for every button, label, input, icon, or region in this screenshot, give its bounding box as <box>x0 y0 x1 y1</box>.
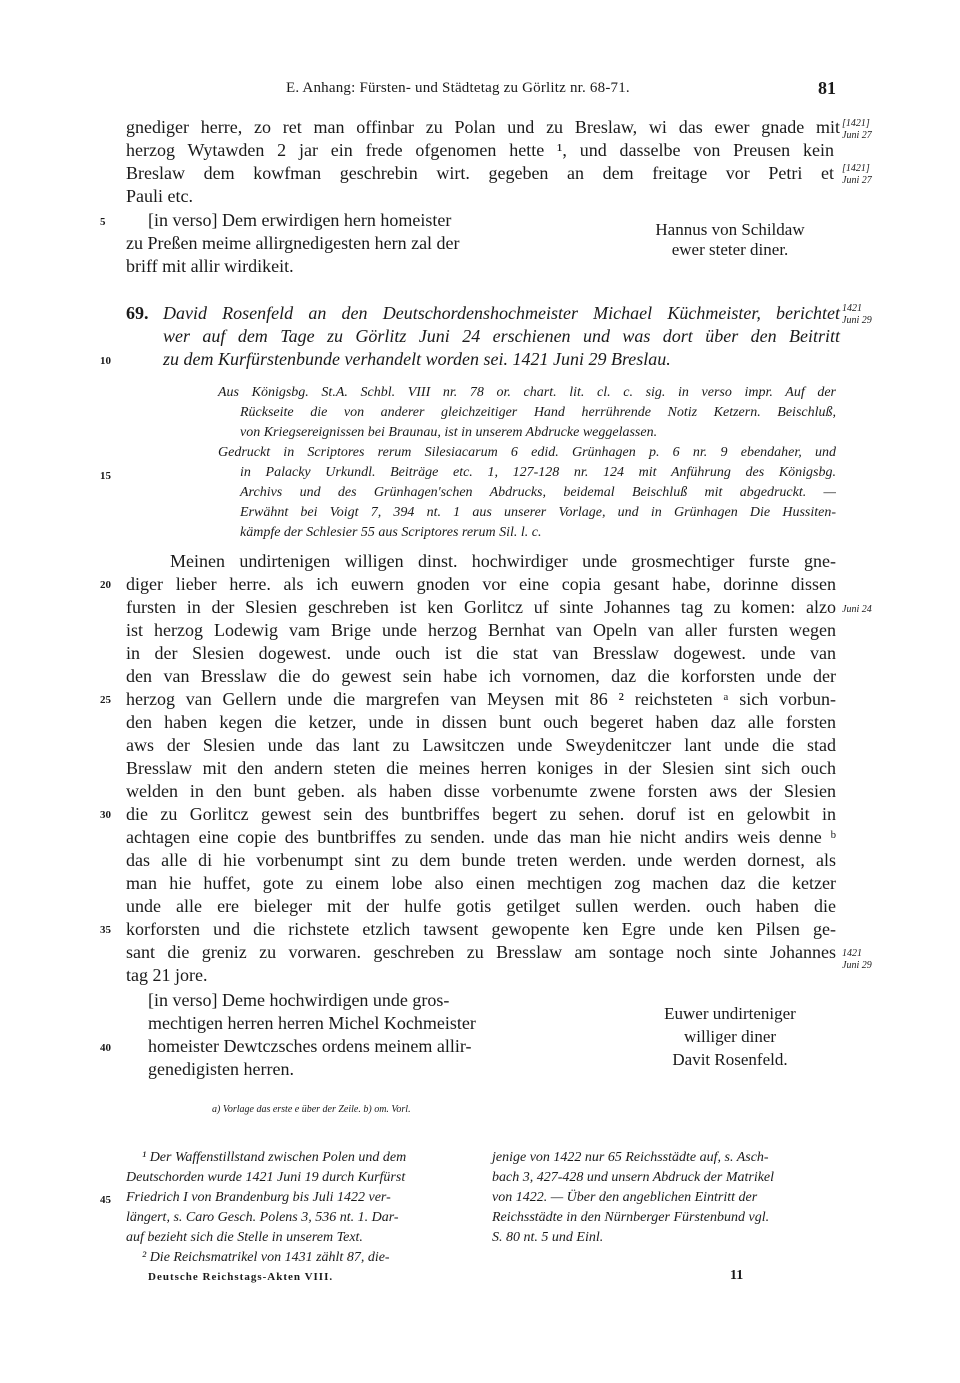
margin-date <box>842 163 882 187</box>
address-line: briff mit allir wirdikeit. <box>126 256 294 276</box>
margin-date <box>842 303 882 327</box>
running-title: E. Anhang: Fürsten- und Städtetag zu Görlitz nr. 68-71. <box>286 80 630 96</box>
footnote-line: längert, s. Caro Gesch. Polens 3, 536 nt. 1. Dar- <box>126 1210 399 1225</box>
source-line: in Palacky Urkundl. Beiträge etc. 1, 127-128 nr. 124 mit Anführung des Königsbg. <box>240 465 836 480</box>
margin-date <box>842 118 882 142</box>
footnote-line: Deutschorden wurde 1421 Juni 19 durch Kurfürst <box>126 1170 406 1185</box>
text-line: aws der Slesien unde das lant zu Lawsitczen unde Sweydenitczer lant unde die stad <box>126 735 836 755</box>
footnote-line: auf bezieht sich die Stelle in unserem Text. <box>126 1230 363 1245</box>
address-line: zu Preßen meime allirgnedigesten hern zal der <box>126 233 460 253</box>
text-line: diger lieber herre. als ich euwern gnoden vor eine copia gesant habe, dorinne dissen <box>126 574 836 594</box>
line-number: 15 <box>100 470 111 482</box>
text-line: Pauli etc. <box>126 186 193 206</box>
signature-line: ewer steter diner. <box>671 240 789 259</box>
address-line: homeister Dewtczsches ordens meinem allir- <box>148 1036 472 1056</box>
doc68-signature <box>620 220 840 260</box>
address-line: [in verso] Dem erwirdigen hern homeister <box>148 210 452 230</box>
text-line: Meinen undirtenigen willigen dinst. hochwirdiger unde grosmechtiger furste gne- <box>170 551 836 571</box>
doc-number: 69. <box>126 303 149 323</box>
text-line: die zu Gorlitcz gewest sein des buntbriffes begert zu sehen. doruf ist en gelowbit in <box>126 804 836 824</box>
text-line: den haben kegen die ketzer, unde in dissen bunt ouch begeret haben daz alle forsten <box>126 712 836 732</box>
text-line: Breslaw dem kowfman geschrebin wirt. gegeben an dem freitage vor Petri et <box>126 163 834 183</box>
doc-title-line: David Rosenfeld an den Deutschordenshochmeister Michael Küchmeister, berichtet <box>163 303 840 323</box>
text-line: fursten in der Slesien geschreben ist ken Gorlitcz uf sinte Johannes tag zu komen: alzo <box>126 597 836 617</box>
variant-notes: a) Vorlage das erste e über der Zeile. b) om. Vorl. <box>212 1104 411 1115</box>
signature-line: williger diner <box>683 1027 777 1046</box>
text-line: tag 21 jore. <box>126 965 208 985</box>
text-line: korforsten und die richstete etzlich tawsent gewopente ken Egre unde ken Pilsen ge- <box>126 919 836 939</box>
margin-date <box>842 948 882 972</box>
footnote-line: Reichsstädte in den Nürnberger Fürstenbund vgl. <box>492 1210 770 1225</box>
text-line: welden in den bunt geben. als haben disse vorbenumte zwene forsten aws der Slesien <box>126 781 836 801</box>
doc-title-line: wer auf dem Tage zu Görlitz Juni 24 erschienen und was dort über den Beitritt <box>163 326 840 346</box>
source-line: Gedruckt in Scriptores rerum Silesiacarum 6 edid. Grünhagen p. 6 nr. 9 ebendaher, und <box>218 445 836 460</box>
signature-mark: 11 <box>730 1268 744 1283</box>
text-line: ist herzog Lodewig vam Brige unde herzog Bernhat van Opeln van aller fursten wegen <box>126 620 836 640</box>
footnote-line: ² Die Reichsmatrikel von 1431 zählt 87, die- <box>142 1250 390 1265</box>
footnote-line: von 1422. — Über den angeblichen Eintritt der <box>492 1190 758 1205</box>
text-line: herzog Wytawden 2 jar ein frede ofgenomen hette ¹, und dasselbe von Preusen kein <box>126 140 834 160</box>
text-line: sant die greniz zu vorwaren. geschreben zu Bresslaw am sontage noch sinte Johannes <box>126 942 836 962</box>
address-line: [in verso] Deme hochwirdigen unde gros- <box>148 990 450 1010</box>
margin-day: Juni 29 <box>842 960 872 971</box>
line-number: 40 <box>100 1042 111 1054</box>
margin-day: Juni 27 <box>842 175 872 186</box>
signature-line: Euwer undirteniger <box>664 1004 796 1023</box>
doc69-signature <box>620 1002 840 1071</box>
footnote-line: bach 3, 427-428 und unsern Abdruck der Matrikel <box>492 1170 775 1185</box>
signature-line: Hannus von Schildaw <box>655 220 805 239</box>
page-number: 81 <box>818 78 836 98</box>
text-line: Bresslaw mit den andern steten die meines herren koniges in der Slesien sint sich ouch <box>126 758 836 778</box>
address-line: genedigisten herren. <box>148 1059 294 1079</box>
text-line: achtagen eine copie des buntbriffes zu senden. unde das man hie nicht andirs weis denne ᵇ <box>126 827 836 847</box>
text-line: den van Bresslaw die do gewest sein habe ich vornomen, daz die korforsten unde der <box>126 666 836 686</box>
source-line: Archivs und des Grünhagen'schen Abdrucks, beidemal Beischluß mit abgedruckt. — <box>240 485 836 500</box>
margin-date: Juni 24 <box>842 604 872 615</box>
margin-year: 1421 <box>842 948 862 959</box>
source-line: Erwähnt bei Voigt 7, 394 nt. 1 aus unserer Vorlage, und in Grünhagen Die Hussiten- <box>240 505 836 520</box>
footnote-line: jenige von 1422 nur 65 Reichsstädte auf, s. Asch- <box>492 1150 769 1165</box>
series-title: Deutsche Reichstags-Akten VIII. <box>148 1271 334 1283</box>
margin-day: Juni 27 <box>842 130 872 141</box>
margin-year: [1421] <box>842 163 870 174</box>
footnote-line: ¹ Der Waffenstillstand zwischen Polen und dem <box>142 1150 407 1165</box>
line-number: 5 <box>100 216 106 228</box>
footnote-line: Friedrich I von Brandenburg bis Juli 1422 ver- <box>126 1190 391 1205</box>
line-number: 10 <box>100 355 111 367</box>
doc-title-line: zu dem Kurfürstenbunde verhandelt worden sei. 1421 Juni 29 Breslau. <box>163 349 671 369</box>
footnote-line: S. 80 nt. 5 und Einl. <box>492 1230 604 1245</box>
address-line: mechtigen herren herren Michel Kochmeister <box>148 1013 476 1033</box>
signature-line: Davit Rosenfeld. <box>672 1050 788 1069</box>
source-line: kämpfe der Schlesier 55 aus Scriptores rerum Sil. l. c. <box>240 525 542 540</box>
source-line: Aus Königsbg. St.A. Schbl. VIII nr. 78 or. chart. lit. cl. c. sig. in verso impr. Auf der <box>218 385 836 400</box>
text-line: in der Slesien dogewest. unde ouch ist die stat van Bresslaw dogewest. unde van <box>126 643 836 663</box>
source-line: Rückseite die von anderer gleichzeitiger Hand herrührende Notiz Ketzern. Beischluß, <box>240 405 836 420</box>
margin-day: Juni 29 <box>842 315 872 326</box>
line-number: 20 <box>100 579 111 591</box>
margin-year: 1421 <box>842 303 862 314</box>
line-number: 30 <box>100 809 111 821</box>
text-line: gnediger herre, zo ret man offinbar zu Polan und zu Breslaw, wi das ewer gnade mit <box>126 117 840 137</box>
text-line: man hie huffet, gote zu einem lobe also einen mechtigen zog machen daz die ketzer <box>126 873 836 893</box>
text-line: herzog van Gellern unde die margrefen van Meysen mit 86 ² reichsteten ᵃ sich vorbun- <box>126 689 836 709</box>
line-number: 35 <box>100 924 111 936</box>
line-number: 25 <box>100 694 111 706</box>
source-line: von Kriegsereignissen bei Braunau, ist in unserem Abdrucke weggelassen. <box>240 425 658 440</box>
margin-year: [1421] <box>842 118 870 129</box>
text-line: unde alle ere bieleger mit der hulfe gotis getilget sullen werden. ouch haben die <box>126 896 836 916</box>
line-number: 45 <box>100 1194 111 1206</box>
text-line: das alle di hie vorbenumpt sint zu dem bunde treten werden. unde werden dornest, als <box>126 850 836 870</box>
